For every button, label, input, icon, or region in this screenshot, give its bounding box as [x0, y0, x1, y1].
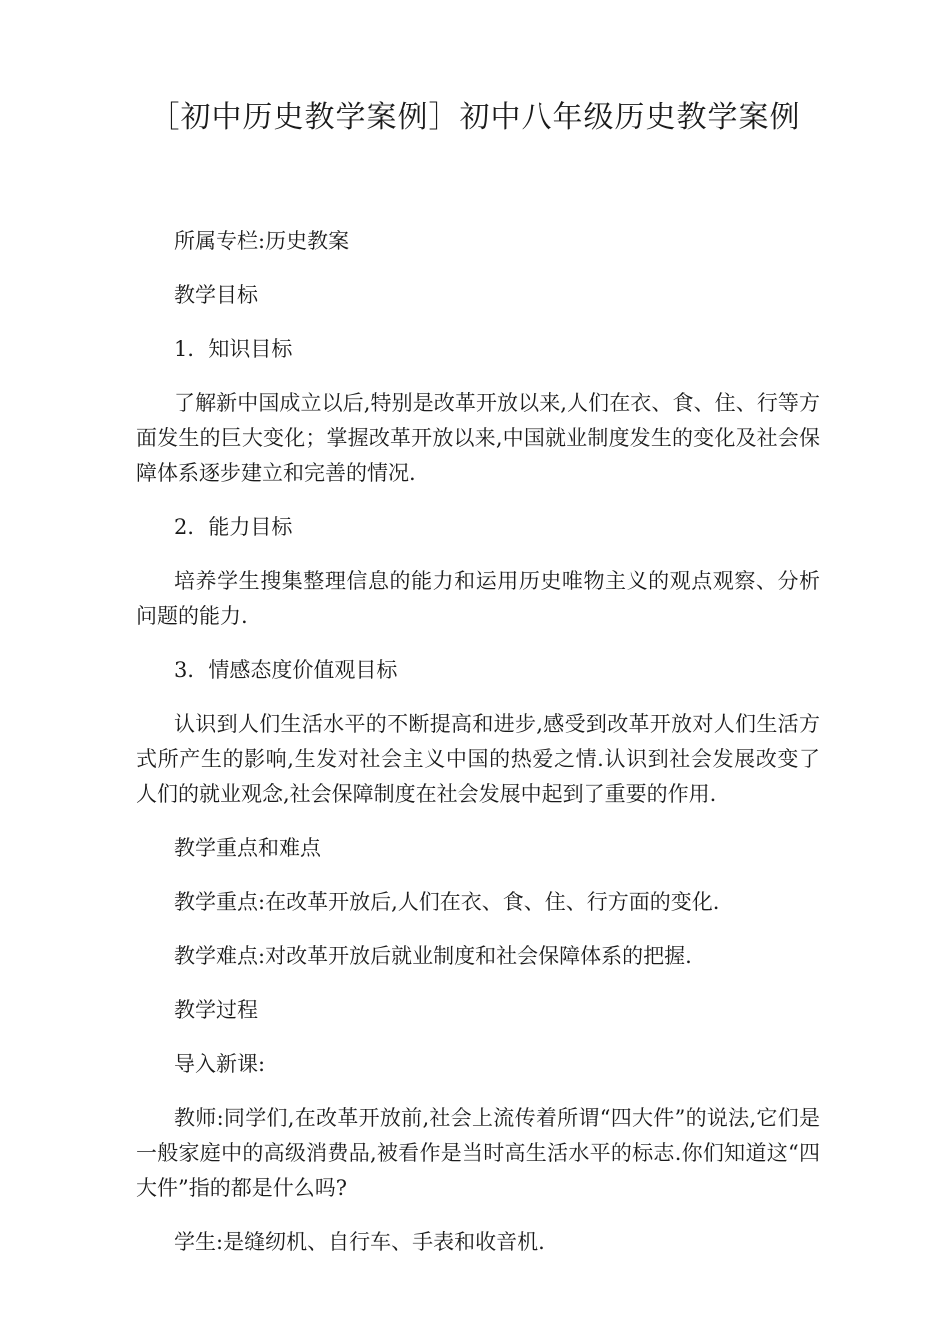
- paragraph-knowledge-objective: 了解新中国成立以后,特别是改革开放以来,人们在衣、食、住、行等方面发生的巨大变化；掌握改革开放以来,中国就业制度发生的变化及社会保障体系逐步建立和完善的情况.: [136, 391, 820, 485]
- heading-key-and-difficult-points: 教学重点和难点: [174, 836, 321, 860]
- paragraph-ability-objective: 培养学生搜集整理信息的能力和运用历史唯物主义的观点观察、分析问题的能力.: [136, 569, 820, 628]
- document-body: [136, 224, 820, 1279]
- heading-emotion-objective: 3．情感态度价值观目标: [174, 658, 398, 682]
- paragraph-student-answer: 学生:是缝纫机、自行车、手表和收音机.: [174, 1230, 545, 1254]
- heading-teaching-objectives: 教学目标: [174, 283, 258, 307]
- heading-teaching-process: 教学过程: [174, 998, 258, 1022]
- paragraph-lesson-intro: 导入新课:: [174, 1052, 266, 1076]
- document-title: ［初中历史教学案例］初中八年级历史教学案例: [149, 100, 801, 135]
- column-info: 所属专栏:历史教案: [174, 229, 350, 253]
- heading-ability-objective: 2．能力目标: [174, 515, 293, 539]
- heading-knowledge-objective: 1．知识目标: [174, 337, 293, 361]
- paragraph-teacher-question: 教师:同学们,在改革开放前,社会上流传着所谓“四大件”的说法,它们是一般家庭中的高级消费品,被看作是当时高生活水平的标志.你们知道这“四大件”指的都是什么吗?: [136, 1106, 820, 1200]
- paragraph-emotion-objective: 认识到人们生活水平的不断提高和进步,感受到改革开放对人们生活方式所产生的影响,生发对社会主义中国的热爱之情.认识到社会发展改变了人们的就业观念,社会保障制度在社会发展中起到了重要的作用.: [136, 712, 820, 806]
- paragraph-key-point: 教学重点:在改革开放后,人们在衣、食、住、行方面的变化.: [174, 890, 720, 914]
- paragraph-difficult-point: 教学难点:对改革开放后就业制度和社会保障体系的把握.: [174, 944, 692, 968]
